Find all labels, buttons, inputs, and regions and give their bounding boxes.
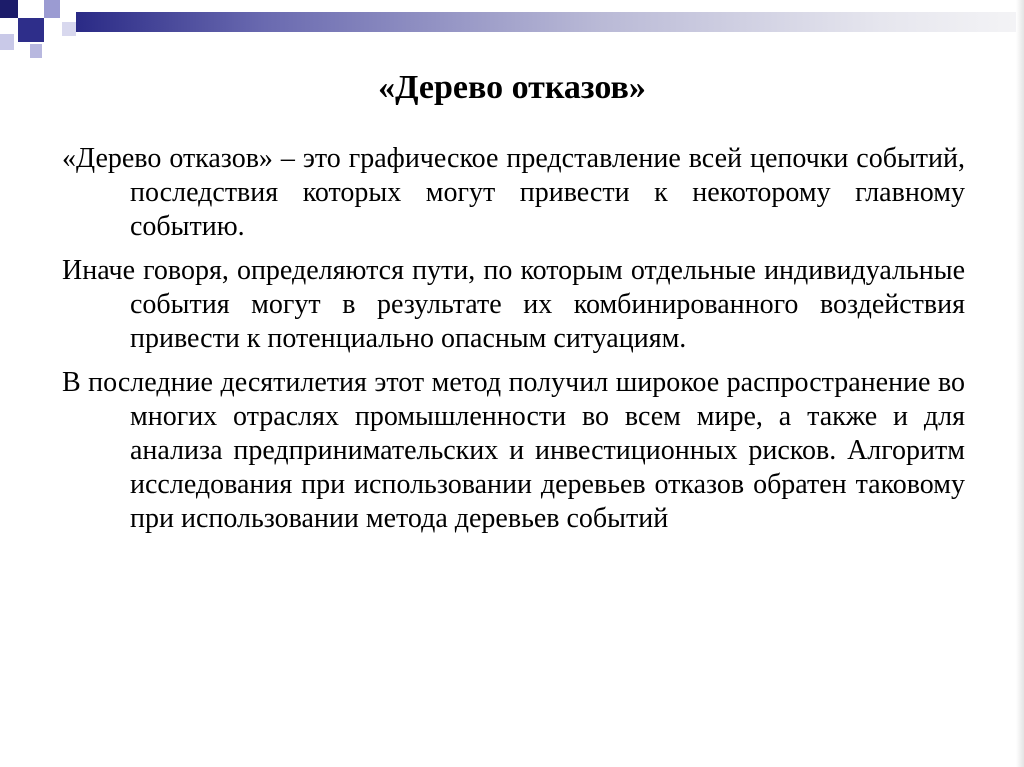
slide-title: «Дерево отказов» (378, 69, 646, 106)
decorative-square (18, 18, 44, 42)
decorative-square (44, 0, 60, 18)
decorative-square (0, 0, 18, 18)
decorative-square (30, 44, 42, 58)
paragraph-explanation: Иначе говоря, определяются пути, по которым отдельные индивидуальные события могут в результате их комбинированного воздействия привести к потенциально опасным ситуациям. (62, 255, 965, 354)
right-edge-shadow (1016, 0, 1024, 767)
header-gradient-bar (76, 12, 1024, 32)
paragraph-application: В последние десятилетия этот метод получил широкое распространение во многих отраслях промышленности во всем мире, а также и для анализа предпринимательских и инвестиционных рисков. Алгоритм исследования при использовании деревьев отказов обратен таковому при использовании метода деревьев событий (62, 367, 965, 534)
decorative-square (62, 22, 76, 36)
decorative-square (0, 34, 14, 50)
paragraph-definition: «Дерево отказов» – это графическое представление всей цепочки событий, последствия которых могут привести к некоторому главному событию. (62, 143, 965, 242)
slide-body (62, 142, 965, 546)
